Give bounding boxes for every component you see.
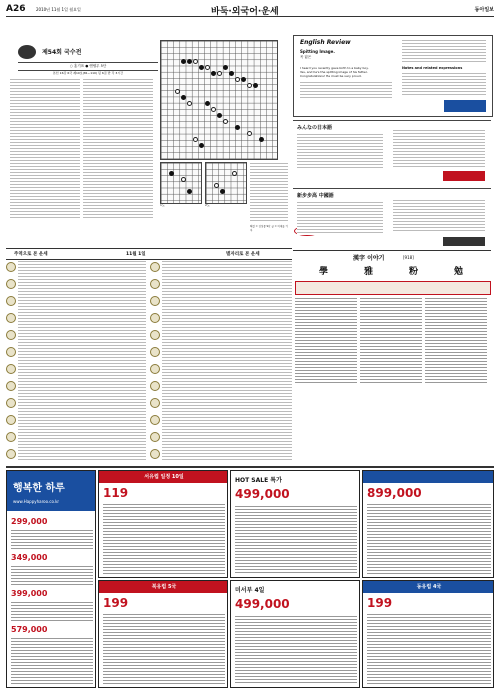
hanja-text-col1 <box>295 297 357 383</box>
zodiac-icon <box>150 449 160 459</box>
japanese-body-text <box>297 133 383 169</box>
zodiac-icon <box>6 347 16 357</box>
black-stone <box>187 189 192 194</box>
ad-text <box>103 503 225 575</box>
ad-banner <box>363 471 494 483</box>
ad-brand-column <box>6 470 96 688</box>
zodiac-icon <box>6 415 16 425</box>
hanja-char: 雅 <box>363 267 373 277</box>
white-stone <box>181 177 186 182</box>
hanja-char: 學 <box>318 267 328 277</box>
black-stone <box>211 71 216 76</box>
chinese-box <box>293 188 491 247</box>
baduk-text-col2 <box>83 78 153 218</box>
ad-text <box>235 615 357 685</box>
ad-text <box>11 529 93 549</box>
white-stone <box>211 107 216 112</box>
page-header <box>6 2 494 17</box>
ad-block-4 <box>98 580 228 688</box>
ad-block-2 <box>230 470 360 578</box>
ad-label: 동유럽 4국 <box>363 581 494 593</box>
ad-price: 499,000 <box>235 487 290 501</box>
ad-brand-name: 행복한 하루 <box>13 483 65 494</box>
japanese-notes-text <box>393 129 485 169</box>
white-stone <box>214 183 219 188</box>
white-stone <box>205 65 210 70</box>
zodiac-icon <box>150 330 160 340</box>
english-line: Yes, and he's the spitting image of his father. <box>300 70 368 74</box>
baduk-text-col3 <box>250 162 288 222</box>
black-stone <box>223 65 228 70</box>
ad-text <box>11 637 93 685</box>
white-stone <box>247 131 252 136</box>
white-stone <box>247 83 252 88</box>
chinese-notes-text <box>393 199 485 233</box>
zodiac-icon <box>150 364 160 374</box>
fortune-right-title: 별자리로 본 운세 <box>226 252 260 257</box>
hanja-text-col3 <box>425 297 487 383</box>
english-phrase-ko: 꼭 닮은 <box>300 55 312 59</box>
zodiac-icon <box>150 262 160 272</box>
zodiac-icon <box>150 398 160 408</box>
black-stone <box>235 125 240 130</box>
go-diagram-1 <box>160 162 202 204</box>
zodiac-icon <box>150 415 160 425</box>
zodiac-icon <box>6 262 16 272</box>
fortune-right-list <box>150 260 292 460</box>
english-line: I heard you recently gave birth to a baby boy. <box>300 66 369 70</box>
zodiac-icon <box>150 296 160 306</box>
ad-label: 미서부 4일 <box>235 587 265 594</box>
hanja-char: 粉 <box>408 267 418 277</box>
black-stone <box>217 113 222 118</box>
black-stone <box>187 59 192 64</box>
fortune-left-title: 주역으로 본 운세 <box>14 252 48 257</box>
black-stone <box>229 71 234 76</box>
diagram-1-caption: 1도 <box>160 203 165 207</box>
fortune-right-text <box>162 260 292 460</box>
white-stone <box>187 101 192 106</box>
ad-text <box>11 601 93 621</box>
go-stone-logo <box>18 45 36 59</box>
zodiac-icon <box>6 330 16 340</box>
ad-price: 119 <box>103 486 129 500</box>
english-body-text <box>300 81 392 99</box>
black-stone <box>169 171 174 176</box>
english-line: Congratulations! He must be very proud. <box>300 74 362 78</box>
zodiac-icon <box>150 313 160 323</box>
ad-price: 899,000 <box>367 486 422 500</box>
hanja-char: 勉 <box>453 267 463 277</box>
ad-text <box>103 613 225 685</box>
black-stone <box>199 143 204 148</box>
english-title: English Review <box>300 39 351 46</box>
zodiac-icon <box>6 449 16 459</box>
diagram-2-caption: 2도 <box>205 203 210 207</box>
ad-price: 349,000 <box>11 553 48 562</box>
fortune-center-title: 11월 1일 <box>126 252 146 257</box>
english-sponsor-banner <box>444 100 486 112</box>
zodiac-icon <box>6 381 16 391</box>
black-stone <box>220 189 225 194</box>
publisher-name: 동아일보 <box>474 7 494 13</box>
ad-price: 199 <box>103 596 129 610</box>
chinese-body-text <box>297 201 383 235</box>
white-stone <box>223 119 228 124</box>
english-phrase: Spitting Image. <box>300 49 335 54</box>
ad-price: 579,000 <box>11 625 48 634</box>
issue-date: 2010년 11월 1일 월요일 <box>36 7 81 12</box>
white-stone <box>193 59 198 64</box>
ad-brand-url: www.Happyharoo.co.kr <box>13 499 60 504</box>
baduk-title: 제54회 국수전 <box>42 49 82 56</box>
english-notes-text <box>402 39 486 63</box>
baduk-text-col1 <box>10 78 80 218</box>
section-title: 바둑·외국어·운세 <box>211 7 279 17</box>
japanese-sponsor-banner <box>443 171 485 181</box>
ad-label: 서유럽 일정 10일 <box>99 471 228 483</box>
hanja-number: [918] <box>403 255 414 260</box>
hanja-text-col2 <box>360 297 422 383</box>
ad-price: 199 <box>367 596 393 610</box>
black-stone <box>253 83 258 88</box>
ad-price: 499,000 <box>235 597 290 611</box>
zodiac-icon <box>6 296 16 306</box>
zodiac-icon <box>6 398 16 408</box>
zodiac-icon <box>6 313 16 323</box>
ad-label: 북유럽 5국 <box>99 581 228 593</box>
ad-brand-banner <box>7 471 96 511</box>
ad-block-3 <box>362 470 494 578</box>
japanese-box <box>293 120 491 183</box>
baduk-subtitle: 본선 16강 6국 제10보(81~110) 덤 6집 반 각 3시간 <box>52 71 124 75</box>
fortune-header <box>6 248 292 260</box>
section-divider <box>6 466 494 468</box>
white-stone <box>217 71 222 76</box>
hanja-box <box>293 250 491 391</box>
ad-block-1 <box>98 470 228 578</box>
zodiac-icon <box>6 279 16 289</box>
ad-text <box>11 565 93 585</box>
black-stone <box>199 65 204 70</box>
english-tip-text <box>402 72 486 96</box>
zodiac-icon <box>150 432 160 442</box>
ad-price: 299,000 <box>11 517 48 526</box>
japanese-title: みんなの日本語 <box>297 125 333 131</box>
page-number: A26 <box>6 4 26 14</box>
fortune-left-list <box>6 260 146 460</box>
zodiac-icon <box>6 364 16 374</box>
ad-text <box>367 503 491 575</box>
white-stone <box>193 137 198 142</box>
go-diagram-2 <box>205 162 247 204</box>
ad-text <box>367 613 491 685</box>
zodiac-icon <box>150 279 160 289</box>
baduk-footer-note: 해설 = 김성룡 9단 글 = 이세돌 기자 <box>250 225 288 232</box>
fortune-left-text <box>18 260 146 460</box>
white-stone <box>232 171 237 176</box>
white-stone <box>175 89 180 94</box>
hanja-title: 漢字 이야기 <box>353 255 385 262</box>
ad-text <box>235 505 357 575</box>
zodiac-icon <box>6 432 16 442</box>
ad-price: 399,000 <box>11 589 48 598</box>
black-stone <box>181 95 186 100</box>
ad-label: HOT SALE 특가 <box>235 477 282 484</box>
black-stone <box>205 101 210 106</box>
chinese-sponsor-banner <box>443 237 485 246</box>
ad-block-6 <box>362 580 494 688</box>
hanja-headline-box <box>295 281 491 295</box>
english-tip: Notes and related expressions <box>402 66 463 70</box>
english-review-box <box>293 35 493 117</box>
zodiac-icon <box>150 381 160 391</box>
baduk-players: ○ 홍기표 ● 앤텔무 5단 <box>18 62 158 71</box>
chinese-title: 新步步高 中國語 <box>297 193 334 199</box>
ad-block-5 <box>230 580 360 688</box>
zodiac-icon <box>150 347 160 357</box>
white-stone <box>235 77 240 82</box>
go-board-main <box>160 40 278 160</box>
black-stone <box>259 137 264 142</box>
black-stone <box>181 59 186 64</box>
black-stone <box>241 77 246 82</box>
